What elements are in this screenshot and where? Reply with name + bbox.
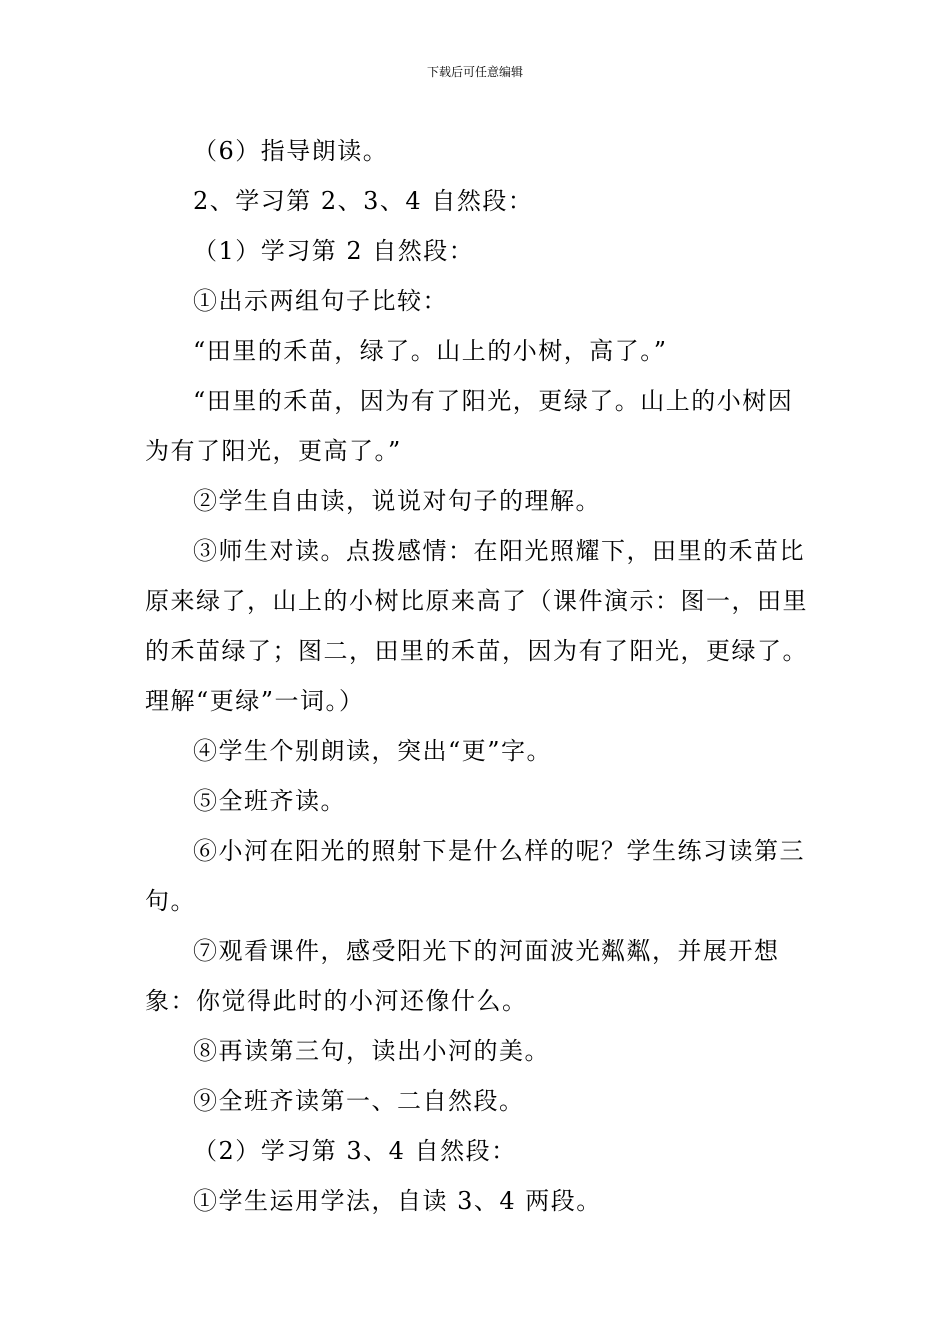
- paragraph-guided-reading: （6）指导朗读。: [193, 137, 389, 165]
- paragraph-step-1: ①出示两组句子比较：: [193, 287, 448, 315]
- paragraph-step-4: ④学生个别朗读，突出“更”字。: [193, 737, 553, 765]
- paragraph-step-2: ②学生自由读，说说对句子的理解。: [193, 487, 601, 515]
- paragraph-subsection-1-heading: （1）学习第 2 自然段：: [193, 237, 475, 265]
- paragraph-step-5: ⑤全班齐读。: [193, 787, 346, 815]
- page-header: 下载后可任意编辑: [426, 65, 523, 79]
- paragraph-step-3: ③师生对读。点拨感情：在阳光照耀下，田里的禾苗比原来绿了，山上的小树比原来高了（课件演示：图一，田里的禾苗绿了；图二，田里的禾苗，因为有了阳光，更绿了。理解“更绿”一词。）: [145, 537, 808, 715]
- paragraph-section-2-heading: 2、学习第 2、3、4 自然段：: [193, 187, 534, 215]
- paragraph-quote-2: “田里的禾苗，因为有了阳光，更绿了。山上的小树因为有了阳光，更高了。”: [145, 387, 794, 465]
- paragraph-subsection-2-step-1: ①学生运用学法，自读 3、4 两段。: [193, 1187, 602, 1215]
- paragraph-step-9: ⑨全班齐读第一、二自然段。: [193, 1087, 525, 1115]
- paragraph-step-8: ⑧再读第三句，读出小河的美。: [193, 1037, 550, 1065]
- paragraph-quote-1: “田里的禾苗，绿了。山上的小树，高了。”: [193, 337, 668, 365]
- paragraph-subsection-2-heading: （2）学习第 3、4 自然段：: [193, 1137, 517, 1165]
- paragraph-step-7: ⑦观看课件，感受阳光下的河面波光粼粼，并展开想象：你觉得此时的小河还像什么。: [145, 937, 780, 1015]
- paragraph-step-6: ⑥小河在阳光的照射下是什么样的呢？学生练习读第三句。: [145, 837, 805, 915]
- document-body: [145, 126, 810, 1226]
